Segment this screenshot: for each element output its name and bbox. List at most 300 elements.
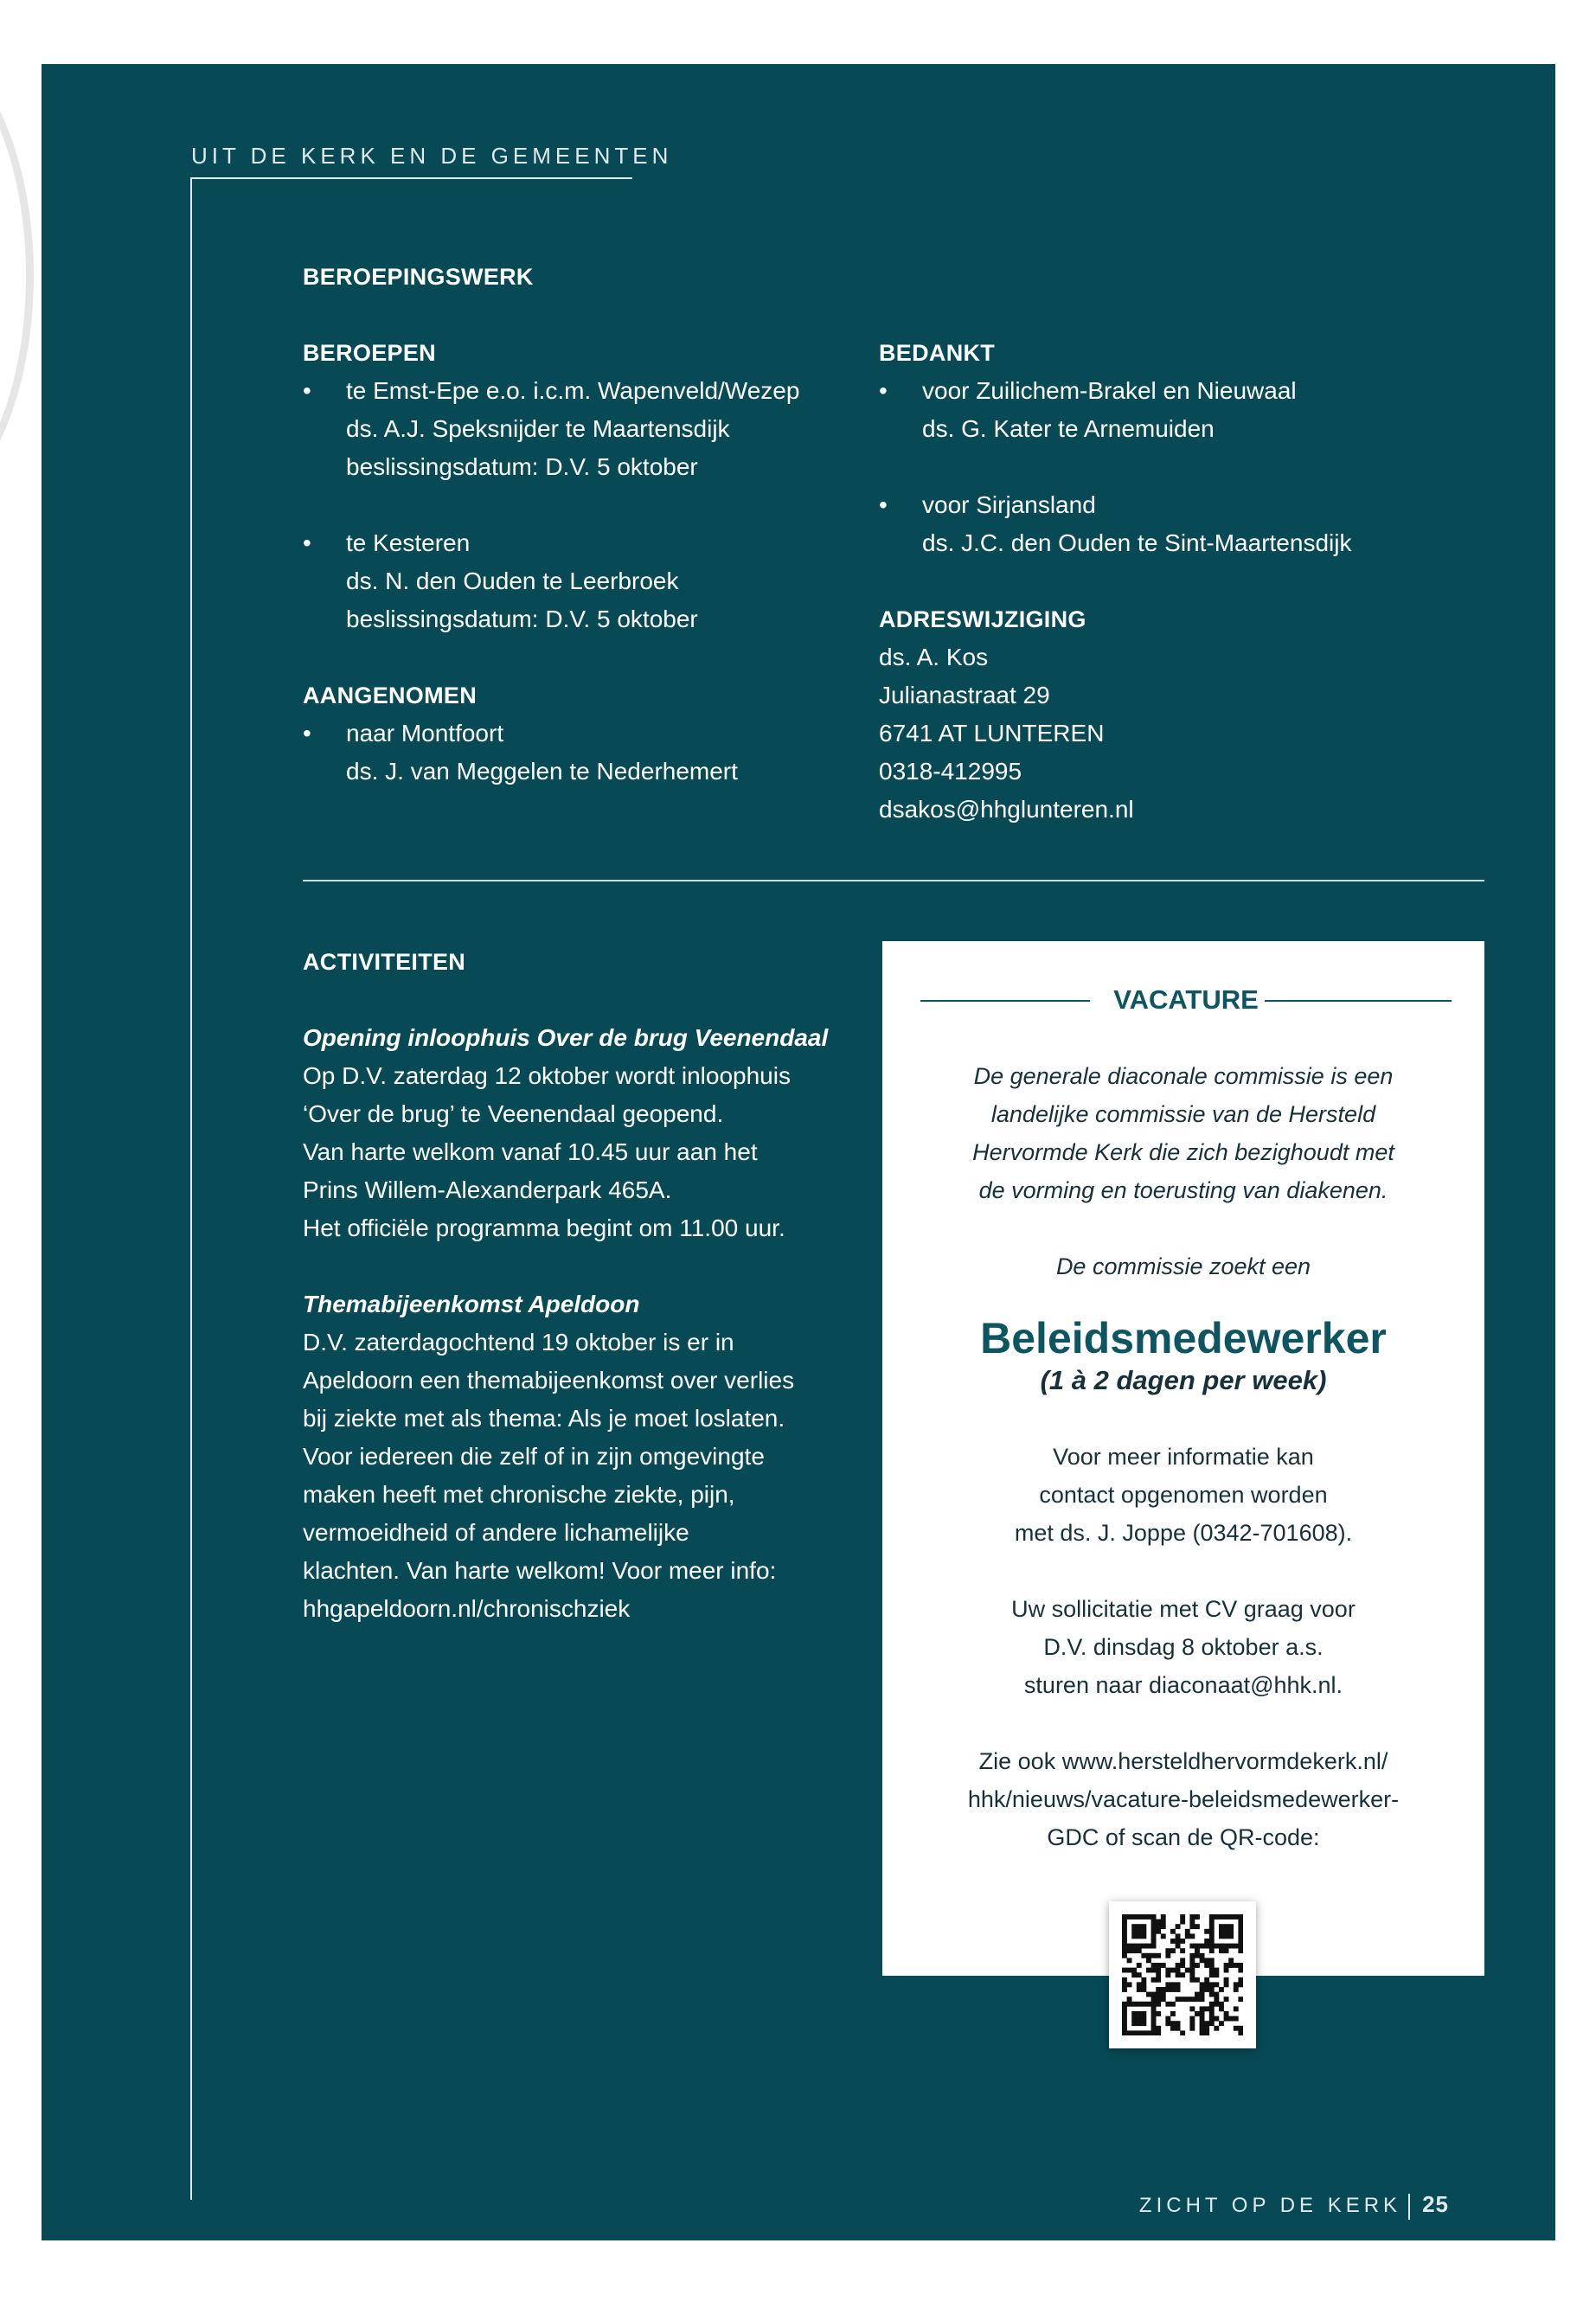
- qr-module: [1209, 1933, 1215, 1939]
- qr-module: [1209, 1924, 1215, 1929]
- qr-module: [1176, 1987, 1181, 1992]
- qr-module: [1238, 1924, 1243, 1929]
- vacature-intro-line: de vorming en toerusting van diakenen.: [978, 1177, 1388, 1203]
- qr-module: [1204, 2030, 1209, 2035]
- vacature-info: [882, 1438, 1484, 1552]
- qr-module: [1224, 2011, 1229, 2016]
- qr-module: [1122, 1987, 1127, 1992]
- qr-module: [1122, 2002, 1127, 2007]
- list-item-line: voor Zuilichem-Brakel en Nieuwaal: [922, 377, 1297, 404]
- qr-module: [1189, 1924, 1195, 1929]
- vacature-intro-line: landelijke commissie van de Hersteld: [990, 1101, 1376, 1127]
- qr-module: [1234, 1987, 1239, 1992]
- qr-module: [1200, 2021, 1205, 2026]
- qr-module: [1214, 1944, 1219, 1949]
- list-item-line: te Emst-Epe e.o. i.c.m. Wapenveld/Wezep: [346, 377, 800, 404]
- qr-module: [1214, 1997, 1219, 2002]
- activity-line: klachten. Van harte welkom! Voor meer info:: [303, 1557, 777, 1584]
- activity-line: Van harte welkom vanaf 10.45 uur aan het: [303, 1138, 758, 1165]
- activiteiten-heading: ACTIVITEITEN: [303, 949, 466, 975]
- qr-module: [1234, 1914, 1239, 1920]
- qr-module: [1238, 1920, 1243, 1925]
- adreswijziging-heading: ADRESWIJZIGING: [879, 606, 1086, 632]
- qr-module: [1200, 2026, 1205, 2031]
- page-number: 25: [1422, 2191, 1449, 2217]
- qr-module: [1141, 2021, 1146, 2026]
- qr-module: [1131, 2002, 1137, 2007]
- qr-module: [1180, 2030, 1185, 2035]
- qr-module: [1156, 1920, 1161, 1925]
- qr-module: [1228, 1963, 1234, 1968]
- qr-module: [1204, 1963, 1209, 1968]
- qr-module: [1209, 2021, 1215, 2026]
- qr-module: [1170, 1987, 1176, 1992]
- qr-module: [1224, 1982, 1229, 1987]
- qr-module: [1170, 1929, 1176, 1934]
- qr-module: [1170, 2011, 1176, 2016]
- qr-module: [1137, 1948, 1142, 1953]
- qr-module: [1161, 1914, 1166, 1920]
- qr-module: [1234, 1944, 1239, 1949]
- qr-module: [1209, 1944, 1215, 1949]
- qr-module: [1146, 1944, 1151, 1949]
- vacature-info-line: contact opgenomen worden: [1039, 1482, 1328, 1508]
- beroepen-heading: BEROEPEN: [303, 340, 436, 366]
- activity-line: Apeldoorn een themabijeenkomst over verlies: [303, 1367, 795, 1394]
- qr-module: [1131, 1929, 1137, 1934]
- qr-module: [1204, 2021, 1209, 2026]
- qr-module: [1200, 1958, 1205, 1963]
- qr-module: [1238, 1944, 1243, 1949]
- address-phone: 0318-412995: [879, 758, 1022, 785]
- qr-module: [1189, 1944, 1195, 1949]
- activity-title: Themabijeenkomst Apeldoon: [303, 1291, 640, 1317]
- qr-module: [1214, 1992, 1219, 1997]
- qr-module: [1228, 1929, 1234, 1934]
- qr-module: [1228, 1914, 1234, 1920]
- qr-module: [1161, 1997, 1166, 2002]
- qr-module: [1176, 1972, 1181, 1977]
- list-item-line: voor Sirjansland: [922, 491, 1096, 518]
- activity-link[interactable]: hhgapeldoorn.nl/chronischziek: [303, 1595, 631, 1622]
- vacature-seeks: De commissie zoekt een: [1055, 1253, 1311, 1279]
- list-item-line: ds. J. van Meggelen te Nederhemert: [346, 758, 738, 785]
- qr-module: [1141, 2016, 1146, 2022]
- qr-module: [1137, 2030, 1142, 2035]
- qr-module: [1204, 1982, 1209, 1987]
- qr-module: [1137, 1944, 1142, 1949]
- qr-module: [1234, 1982, 1239, 1987]
- qr-module: [1238, 2030, 1243, 2035]
- qr-module: [1185, 1929, 1190, 1934]
- qr-module: [1122, 1944, 1127, 1949]
- qr-module: [1238, 1982, 1243, 1987]
- vacature-position: Beleidsmedewerker: [980, 1314, 1387, 1362]
- qr-module: [1141, 1914, 1146, 1920]
- qr-module: [1146, 1992, 1151, 1997]
- qr-module: [1170, 1939, 1176, 1944]
- activiteiten-column: [303, 943, 848, 1628]
- qr-module: [1180, 1948, 1185, 1953]
- qr-module: [1189, 1968, 1195, 1973]
- qr-module: [1146, 1953, 1151, 1958]
- qr-module: [1219, 2002, 1224, 2007]
- qr-module: [1131, 1948, 1137, 1953]
- qr-module: [1209, 2002, 1215, 2007]
- qr-module: [1161, 1920, 1166, 1925]
- list-item-line: beslissingsdatum: D.V. 5 oktober: [346, 606, 698, 632]
- qr-module: [1122, 2021, 1127, 2026]
- qr-module: [1224, 1914, 1229, 1920]
- qr-module: [1195, 2011, 1200, 2016]
- qr-module: [1219, 1933, 1224, 1939]
- bullet-icon: •: [303, 377, 311, 404]
- qr-module: [1238, 1977, 1243, 1983]
- qr-module: [1165, 2002, 1170, 2007]
- qr-module: [1141, 2030, 1146, 2035]
- qr-module: [1189, 2021, 1195, 2026]
- qr-module: [1141, 2011, 1146, 2016]
- qr-module: [1209, 1968, 1215, 1973]
- qr-module: [1176, 1924, 1181, 1929]
- qr-module: [1131, 2030, 1137, 2035]
- qr-code-card[interactable]: [1109, 1901, 1256, 2048]
- qr-module: [1165, 1982, 1170, 1987]
- qr-module: [1209, 1948, 1215, 1953]
- qr-module: [1200, 2011, 1205, 2016]
- qr-module: [1146, 2030, 1151, 2035]
- qr-module: [1180, 1939, 1185, 1944]
- qr-module: [1170, 1968, 1176, 1973]
- qr-module: [1131, 1914, 1137, 1920]
- qr-module: [1180, 1958, 1185, 1963]
- qr-module: [1156, 2011, 1161, 2016]
- qr-module: [1189, 2016, 1195, 2022]
- qr-module: [1122, 2016, 1127, 2022]
- qr-module: [1170, 1982, 1176, 1987]
- qr-module: [1189, 2026, 1195, 2031]
- qr-module: [1137, 2021, 1142, 2026]
- qr-module: [1151, 1997, 1157, 2002]
- qr-module: [1165, 1968, 1170, 1973]
- header-underline: [191, 177, 632, 179]
- vacature-title: VACATURE: [1113, 984, 1259, 1015]
- qr-module: [1238, 1948, 1243, 1953]
- vacature-info-line: Voor meer informatie kan: [1053, 1444, 1314, 1470]
- qr-module: [1219, 1924, 1224, 1929]
- activity-line: maken heeft met chronische ziekte, pijn,: [303, 1481, 735, 1508]
- qr-module: [1176, 2026, 1181, 2031]
- qr-module: [1214, 2016, 1219, 2022]
- qr-module: [1137, 1929, 1142, 1934]
- qr-module: [1238, 1997, 1243, 2002]
- qr-module: [1219, 1929, 1224, 1934]
- qr-module: [1146, 2002, 1151, 2007]
- qr-module: [1214, 1982, 1219, 1987]
- decorative-arc: [0, 35, 34, 517]
- activity-title: Opening inloophuis Over de brug Veenendaal: [303, 1024, 829, 1051]
- qr-module: [1141, 1924, 1146, 1929]
- beroepingswerk-heading: BEROEPINGSWERK: [303, 264, 534, 290]
- list-item-line: beslissingsdatum: D.V. 5 oktober: [346, 453, 698, 480]
- qr-module: [1122, 1929, 1127, 1934]
- qr-module: [1161, 1924, 1166, 1929]
- qr-module: [1151, 1914, 1157, 1920]
- qr-module: [1151, 2011, 1157, 2016]
- qr-module: [1161, 1963, 1166, 1968]
- qr-module: [1204, 1929, 1209, 1934]
- qr-module: [1209, 1987, 1215, 1992]
- qr-module: [1195, 1992, 1200, 1997]
- activity-line: Het officiële programma begint om 11.00 uur.: [303, 1215, 785, 1241]
- qr-module: [1195, 1944, 1200, 1949]
- qr-module: [1200, 2016, 1205, 2022]
- qr-module: [1195, 1924, 1200, 1929]
- qr-module: [1127, 1982, 1132, 1987]
- qr-module: [1189, 1933, 1195, 1939]
- qr-module: [1234, 2016, 1239, 2022]
- qr-module: [1141, 1982, 1146, 1987]
- qr-module: [1137, 2002, 1142, 2007]
- qr-module: [1137, 1914, 1142, 1920]
- activity-line: vermoeidheid of andere lichamelijke: [303, 1519, 689, 1546]
- qr-module: [1146, 1968, 1151, 1973]
- qr-module: [1185, 1933, 1190, 1939]
- qr-module: [1228, 1958, 1234, 1963]
- qr-module: [1165, 1948, 1170, 1953]
- qr-module: [1195, 1953, 1200, 1958]
- activity-line: Prins Willem-Alexanderpark 465A.: [303, 1176, 672, 1203]
- qr-module: [1127, 1968, 1132, 1973]
- qr-module: [1209, 2011, 1215, 2016]
- qr-module: [1219, 2006, 1224, 2011]
- qr-module: [1200, 1992, 1205, 1997]
- list-item-line: ds. N. den Ouden te Leerbroek: [346, 567, 679, 594]
- qr-module: [1151, 1944, 1157, 1949]
- qr-module: [1219, 1944, 1224, 1949]
- list-item: [879, 486, 1484, 562]
- activity-line: ‘Over de brug’ te Veenendaal geopend.: [303, 1100, 724, 1127]
- address-line: 6741 AT LUNTEREN: [879, 720, 1105, 747]
- page-footer: [1139, 2189, 1449, 2221]
- vacature-link-line[interactable]: hhk/nieuws/vacature-beleidsmedewerker-: [967, 1786, 1400, 1812]
- qr-module: [1180, 1920, 1185, 1925]
- qr-module: [1170, 2026, 1176, 2031]
- vacature-intro-line: Hervormde Kerk die zich bezighoudt met: [972, 1139, 1394, 1165]
- beroepingswerk-right-column: [879, 334, 1484, 829]
- list-item: [303, 524, 839, 638]
- qr-module: [1131, 2021, 1137, 2026]
- qr-module: [1151, 2026, 1157, 2031]
- qr-module: [1214, 1968, 1219, 1973]
- qr-module: [1228, 1933, 1234, 1939]
- qr-module: [1127, 1948, 1132, 1953]
- qr-module: [1151, 1953, 1157, 1958]
- qr-module: [1209, 1963, 1215, 1968]
- qr-module: [1127, 1944, 1132, 1949]
- qr-module: [1137, 1924, 1142, 1929]
- qr-module: [1151, 1963, 1157, 1968]
- activity-line: bij ziekte met als thema: Als je moet loslaten.: [303, 1405, 785, 1432]
- qr-module: [1127, 2030, 1132, 2035]
- qr-module: [1122, 1914, 1127, 1920]
- qr-module: [1122, 1939, 1127, 1944]
- activity-line: Voor iedereen die zelf of in zijn omgevingte: [303, 1443, 765, 1470]
- qr-module: [1127, 1958, 1132, 1963]
- qr-module: [1165, 2021, 1170, 2026]
- vertical-rule: [190, 177, 192, 2200]
- qr-module: [1224, 1948, 1229, 1953]
- qr-module: [1224, 1977, 1229, 1983]
- bullet-icon: •: [303, 720, 311, 747]
- qr-module: [1228, 1924, 1234, 1929]
- qr-module: [1151, 1929, 1157, 1934]
- qr-module: [1209, 1920, 1215, 1925]
- qr-module: [1200, 2006, 1205, 2011]
- qr-module: [1214, 2002, 1219, 2007]
- qr-module: [1204, 1977, 1209, 1983]
- vacature-apply-email[interactable]: sturen naar diaconaat@hhk.nl.: [1023, 1672, 1343, 1698]
- list-item-line: ds. A.J. Speksnijder te Maartensdijk: [346, 415, 730, 442]
- qr-module: [1165, 1953, 1170, 1958]
- vacature-intro: [882, 1057, 1484, 1209]
- list-item-line: naar Montfoort: [346, 720, 504, 747]
- qr-module: [1156, 1953, 1161, 1958]
- qr-module: [1238, 1933, 1243, 1939]
- activity-line: Op D.V. zaterdag 12 oktober wordt inloophuis: [303, 1062, 791, 1089]
- qr-module: [1156, 1963, 1161, 1968]
- qr-module: [1224, 1929, 1229, 1934]
- qr-module: [1195, 1997, 1200, 2002]
- qr-module: [1170, 2021, 1176, 2026]
- aangenomen-heading: AANGENOMEN: [303, 683, 478, 708]
- qr-module: [1131, 1944, 1137, 1949]
- qr-module: [1137, 1963, 1142, 1968]
- qr-module: [1238, 1939, 1243, 1944]
- qr-module: [1141, 1977, 1146, 1983]
- qr-module: [1238, 1968, 1243, 1973]
- qr-module: [1127, 1997, 1132, 2002]
- qr-module: [1200, 1953, 1205, 1958]
- bedankt-heading: BEDANKT: [879, 340, 996, 366]
- qr-module: [1151, 2030, 1157, 2035]
- qr-module: [1200, 2030, 1205, 2035]
- qr-module: [1200, 1997, 1205, 2002]
- qr-module: [1165, 1972, 1170, 1977]
- qr-module: [1122, 1982, 1127, 1987]
- qr-module: [1209, 2016, 1215, 2022]
- qr-module: [1176, 1968, 1181, 1973]
- list-item: [303, 372, 839, 486]
- qr-code-icon: [1122, 1914, 1243, 2035]
- qr-module: [1200, 1944, 1205, 1949]
- qr-module: [1161, 1933, 1166, 1939]
- qr-module: [1141, 2002, 1146, 2007]
- qr-module: [1180, 1972, 1185, 1977]
- vacature-box: [882, 941, 1484, 1976]
- qr-module: [1122, 2030, 1127, 2035]
- qr-module: [1137, 2016, 1142, 2022]
- qr-module: [1209, 1982, 1215, 1987]
- qr-module: [1151, 1977, 1157, 1983]
- qr-module: [1204, 1958, 1209, 1963]
- qr-module: [1156, 2026, 1161, 2031]
- qr-module: [1176, 1982, 1181, 1987]
- address-line: Julianastraat 29: [879, 682, 1050, 708]
- qr-module: [1204, 1939, 1209, 1944]
- qr-module: [1189, 1920, 1195, 1925]
- qr-module: [1209, 1992, 1215, 1997]
- qr-module: [1141, 1953, 1146, 1958]
- qr-module: [1156, 1968, 1161, 1973]
- qr-module: [1238, 1914, 1243, 1920]
- qr-module: [1195, 1948, 1200, 1953]
- qr-module: [1156, 1977, 1161, 1983]
- qr-module: [1156, 1929, 1161, 1934]
- vacature-link-line[interactable]: Zie ook www.hersteldhervormdekerk.nl/: [978, 1748, 1388, 1774]
- qr-module: [1151, 2016, 1157, 2022]
- qr-module: [1156, 1924, 1161, 1929]
- qr-module: [1137, 1972, 1142, 1977]
- vacature-position-sub: (1 à 2 dagen per week): [1040, 1365, 1327, 1395]
- qr-module: [1122, 1924, 1127, 1929]
- qr-module: [1214, 1972, 1219, 1977]
- footer-separator: [1408, 2194, 1410, 2220]
- qr-module: [1127, 2002, 1132, 2007]
- qr-module: [1156, 2002, 1161, 2007]
- vacature-info-line: met ds. J. Joppe (0342-701608).: [1014, 1520, 1353, 1546]
- qr-module: [1141, 1933, 1146, 1939]
- qr-module: [1180, 1963, 1185, 1968]
- qr-module: [1234, 1963, 1239, 1968]
- address-email[interactable]: dsakos@hhglunteren.nl: [879, 796, 1134, 823]
- section-label: UIT DE KERK EN DE GEMEENTEN: [191, 143, 673, 169]
- qr-module: [1122, 1933, 1127, 1939]
- qr-module: [1131, 1968, 1137, 1973]
- qr-module: [1200, 1987, 1205, 1992]
- qr-module: [1146, 1958, 1151, 1963]
- qr-module: [1151, 1968, 1157, 1973]
- qr-module: [1219, 1987, 1224, 1992]
- qr-module: [1156, 1972, 1161, 1977]
- list-item-line: ds. G. Kater te Arnemuiden: [922, 415, 1215, 442]
- qr-module: [1176, 1963, 1181, 1968]
- qr-module: [1195, 1914, 1200, 1920]
- qr-module: [1209, 1939, 1215, 1944]
- qr-module: [1176, 1997, 1181, 2002]
- qr-module: [1156, 1997, 1161, 2002]
- qr-module: [1204, 2006, 1209, 2011]
- qr-module: [1176, 1939, 1181, 1944]
- qr-module: [1214, 2026, 1219, 2031]
- qr-module: [1137, 1987, 1142, 1992]
- list-item: [303, 715, 839, 791]
- qr-module: [1165, 1987, 1170, 1992]
- qr-module: [1151, 2002, 1157, 2007]
- bullet-icon: •: [879, 377, 888, 404]
- qr-module: [1151, 1933, 1157, 1939]
- bullet-icon: •: [303, 529, 311, 556]
- qr-module: [1209, 1929, 1215, 1934]
- qr-module: [1180, 1914, 1185, 1920]
- qr-module: [1151, 1939, 1157, 1944]
- qr-module: [1238, 2026, 1243, 2031]
- qr-module: [1189, 1963, 1195, 1968]
- section-divider: [303, 880, 1484, 881]
- qr-module: [1180, 1997, 1185, 2002]
- qr-module: [1209, 1914, 1215, 1920]
- qr-module: [1146, 1914, 1151, 1920]
